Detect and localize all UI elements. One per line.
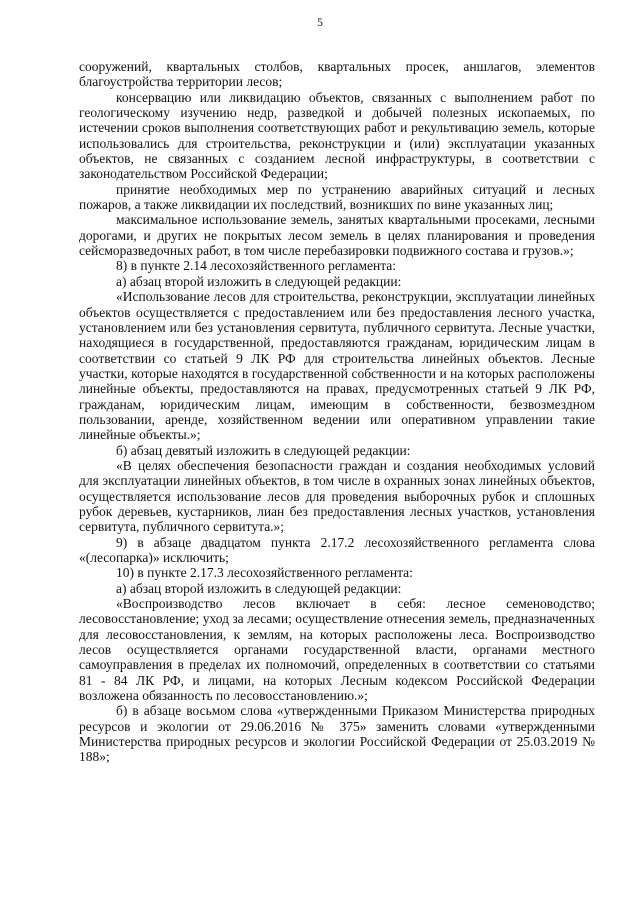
paragraph-quote: «В целях обеспечения безопасности граждан и создания необходимых условий для эксплуатации линейных объектов, в том числе в охранных зонах линейных объектов, осуществляется использование лесов для проведения выборочных рубок и сплошных рубок деревьев, кустарников, лиан без предоставления лесных участков, установления сервитута, публичного сервитута.»; <box>79 457 595 535</box>
paragraph: максимальное использование земель, занятых квартальными просеками, лесными дорогами, и других не покрытых лесом земель в целях планирования и проведения сейсморазведочных работ, в том числе перебазировки подвижного состава и грузов.»; <box>79 212 595 259</box>
paragraph-item-10: 10) в пункте 2.17.3 лесохозяйственного регламента: <box>116 565 413 581</box>
page-number: 5 <box>317 17 323 29</box>
paragraph-subitem-b: б) в абзаце восьмом слова «утвержденными Приказом Министерства природных ресурсов и экологии от 29.06.2016 № 375» заменить словами «утвержденными Министерства природных ресурсов и экологии Российской Федерации от 25.03.2019 № 188»; <box>79 703 595 765</box>
paragraph-quote: «Использование лесов для строительства, реконструкции, эксплуатации линейных объектов осуществляется с предоставлением или без предоставления лесного участка, установлением или без установления сервитута, публичного сервитута. Лесные участки, находящиеся в государственной, предоставляются гражданам, юридическим лицам в соответствии со статьей 9 ЛК РФ для строительства линейных объектов. Лесные участки, которые находятся в государственной собственности и на которых расположены линейные объекты, предоставляются на правах, предусмотренных статьей 9 ЛК РФ, гражданам, юридическим лицам, имеющим в собственности, безвозмездном пользовании, аренде, хозяйственном ведении или оперативном управлении такие линейные объекты.»; <box>79 289 595 443</box>
paragraph: принятие необходимых мер по устранению аварийных ситуаций и лесных пожаров, а также ликвидации их последствий, возникших по вине указанных лиц; <box>79 181 595 213</box>
document-body <box>79 59 595 765</box>
paragraph-continuation: сооружений, квартальных столбов, квартальных просек, аншлагов, элементов благоустройства территории лесов; <box>79 59 595 90</box>
paragraph-quote: «Воспроизводство лесов включает в себя: лесное семеноводство; лесовосстановление; уход за лесами; осуществление отнесения земель, предназначенных для лесовосстановления, к землям, на которых расположены леса. Воспроизводство лесов осуществляется органами государственной власти, органами местного самоуправления в пределах их полномочий, определенных в соответствии со статьями 81 - 84 ЛК РФ, и лицами, на которых Лесным кодексом Российской Федерации возложена обязанность по лесовосстановлению.»; <box>79 596 595 704</box>
paragraph-item-9: 9) в абзаце двадцатом пункта 2.17.2 лесохозяйственного регламента слова «(лесопарка)» исключить; <box>79 534 595 565</box>
paragraph-subitem-b: б) абзац девятый изложить в следующей редакции: <box>116 442 411 458</box>
paragraph-item-8: 8) в пункте 2.14 лесохозяйственного регламента: <box>116 258 397 274</box>
paragraph: консервацию или ликвидацию объектов, связанных с выполнением работ по геологическому изучению недр, разведкой и добычей полезных ископаемых, по истечении сроков выполнения соответствующих работ и рекультивацию земель, которые использовались для строительства, реконструкции и (или) эксплуатации указанных объектов, не связанных с созданием лесной инфраструктуры, в соответствии с законодательством Российской Федерации; <box>79 89 595 182</box>
paragraph-subitem-a: а) абзац второй изложить в следующей редакции: <box>116 273 402 289</box>
paragraph-subitem-a: а) абзац второй изложить в следующей редакции: <box>116 580 402 596</box>
